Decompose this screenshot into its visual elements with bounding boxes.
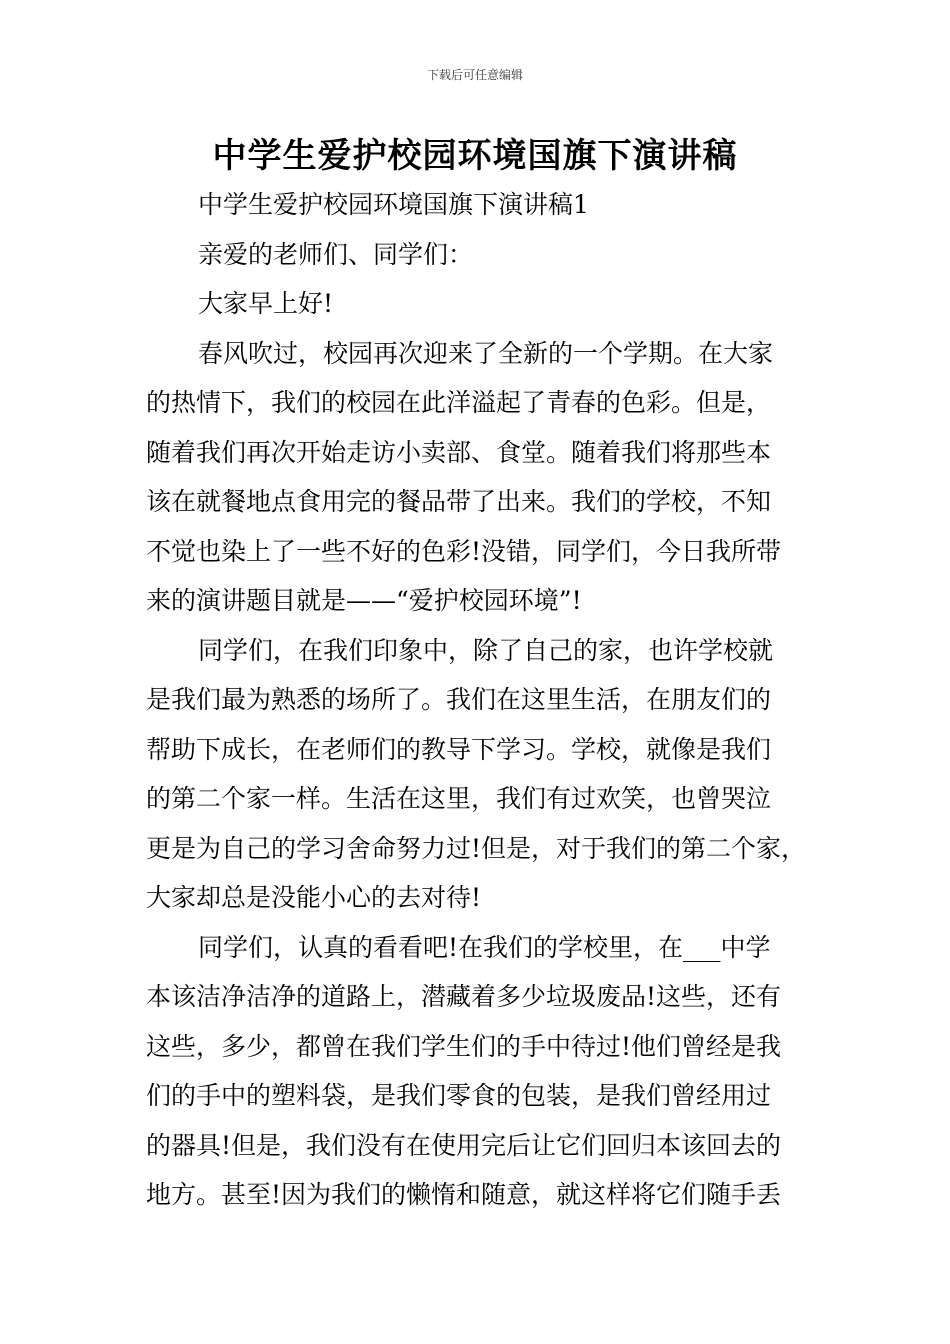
paragraph-line: 的器具!但是，我们没有在使用完后让它们回归本该回去的 bbox=[146, 1130, 782, 1160]
paragraph-line: 地方。甚至!因为我们的懒惰和随意，就这样将它们随手丢 bbox=[146, 1180, 782, 1209]
paragraph-line: 帮助下成长，在老师们的教导下学习。学校，就像是我们 bbox=[146, 734, 772, 764]
paragraph-line: 本该洁净洁净的道路上，潜藏着多少垃圾废品!这些，还有 bbox=[146, 982, 782, 1011]
paragraph-line: 随着我们再次开始走访小卖部、食堂。随着我们将那些本 bbox=[146, 437, 772, 467]
paragraph-line: 该在就餐地点食用完的餐品带了出来。我们的学校，不知 bbox=[146, 487, 772, 516]
paragraph-line: 更是为自己的学习舍命努力过!但是，对于我们的第二个家， bbox=[146, 833, 807, 863]
paragraph-line: 不觉也染上了一些不好的色彩!没错，同学们，今日我所带 bbox=[146, 536, 782, 566]
paragraph-line: 来的演讲题目就是——“爱护校园环境”! bbox=[146, 586, 582, 615]
paragraph-line: 们的手中的塑料袋，是我们零食的包装，是我们曾经用过 bbox=[146, 1081, 772, 1110]
paragraph-line: 同学们，在我们印象中，除了自己的家，也许学校就 bbox=[198, 635, 774, 665]
paragraph-line: 是我们最为熟悉的场所了。我们在这里生活，在朋友们的 bbox=[146, 685, 772, 714]
paragraph-line: 春风吹过，校园再次迎来了全新的一个学期。在大家 bbox=[198, 338, 774, 368]
paragraph-line: 同学们，认真的看看吧!在我们的学校里，在___中学 bbox=[198, 932, 771, 962]
subtitle-line: 中学生爱护校园环境国旗下演讲稿1 bbox=[198, 190, 589, 219]
paragraph-line: 这些，多少，都曾在我们学生们的手中待过!他们曾经是我 bbox=[146, 1031, 782, 1061]
document-body bbox=[146, 180, 826, 1220]
header-note: 下载后可任意编辑 bbox=[426, 68, 523, 82]
salutation-line: 亲爱的老师们、同学们： bbox=[198, 239, 474, 269]
paragraph-line: 的第二个家一样。生活在这里，我们有过欢笑，也曾哭泣 bbox=[146, 784, 772, 813]
paragraph-line: 大家却总是没能小心的去对待! bbox=[146, 883, 482, 912]
paragraph-line: 的热情下，我们的校园在此洋溢起了青春的色彩。但是， bbox=[146, 388, 772, 417]
greeting-line: 大家早上好! bbox=[198, 289, 334, 318]
document-title: 中学生爱护校园环境国旗下演讲稿 bbox=[212, 136, 738, 176]
